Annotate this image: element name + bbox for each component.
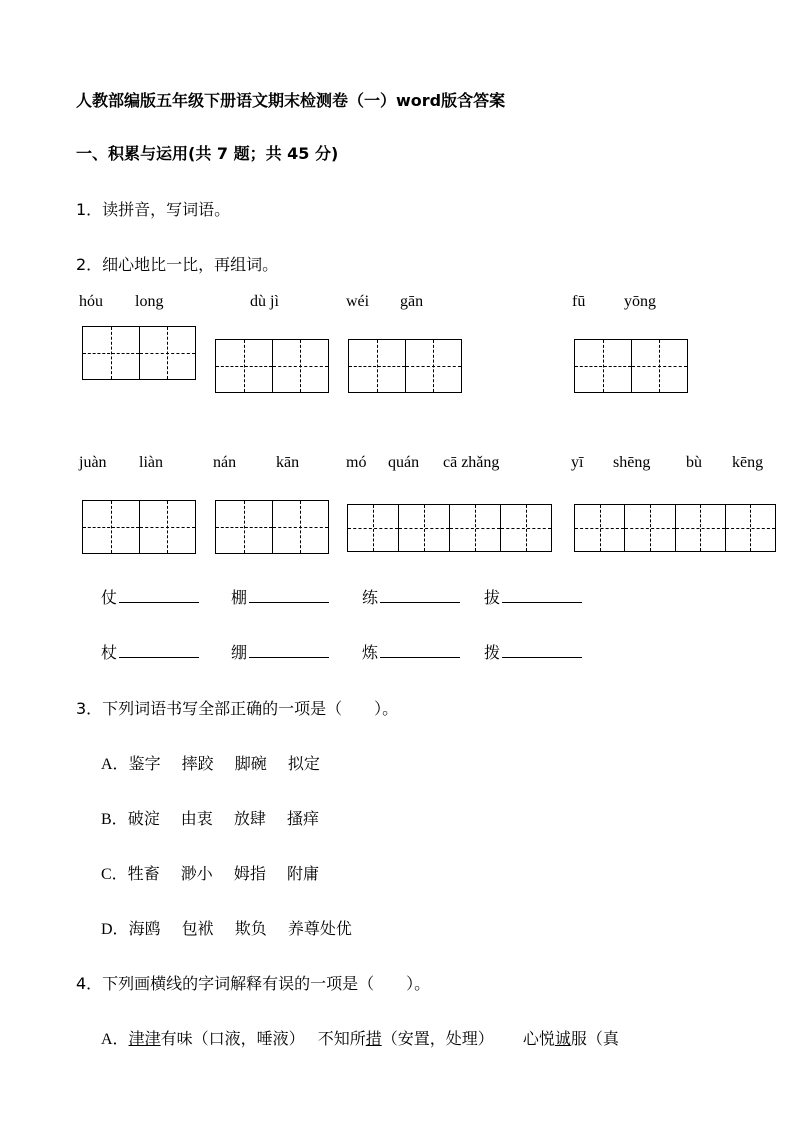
pinyin-label: quán	[388, 454, 420, 471]
pinyin-label: cā zhǎng	[443, 454, 500, 471]
question-4: 4．下列画横线的字词解释有误的一项是（ ）。	[76, 974, 431, 993]
compare-item: 棚	[231, 585, 329, 608]
answer-blank[interactable]	[502, 586, 582, 603]
answer-blank[interactable]	[249, 641, 329, 658]
pinyin-label: juàn	[79, 454, 107, 471]
pinyin-label: shēng	[613, 454, 651, 471]
pinyin-label: bù	[686, 454, 702, 471]
pinyin-label: yī	[571, 454, 584, 471]
pinyin-label: dù jì	[250, 293, 279, 310]
option-d[interactable]: D．海鸥 包袱 欺负 养尊处优	[101, 919, 352, 938]
answer-blank[interactable]	[380, 641, 460, 658]
answer-blank[interactable]	[249, 586, 329, 603]
compare-item: 练	[362, 585, 460, 608]
pinyin-label: mó	[346, 454, 367, 471]
page-title: 人教部编版五年级下册语文期末检测卷（一）word版含答案	[76, 91, 506, 110]
underlined-word: 措	[365, 1029, 382, 1048]
pinyin-label: long	[135, 293, 164, 310]
pinyin-label: yōng	[624, 293, 656, 310]
question-2: 2．细心地比一比，再组词。	[76, 255, 279, 274]
writing-grid[interactable]	[82, 500, 196, 554]
compare-item: 绷	[231, 640, 329, 663]
compare-item: 仗	[101, 585, 199, 608]
pinyin-label: fū	[572, 293, 586, 310]
pinyin-label: gān	[400, 293, 424, 310]
option-a[interactable]: A．津津有味（口液，唾液） 不知所措（安置，处理） 心悦诚服（真	[101, 1029, 619, 1048]
writing-grid[interactable]	[215, 500, 329, 554]
compare-item: 拨	[484, 640, 582, 663]
option-a[interactable]: A．鉴字 摔跤 脚碗 拟定	[101, 754, 320, 773]
pinyin-label: kēng	[732, 454, 764, 471]
writing-grid[interactable]	[82, 326, 196, 380]
question-1: 1．读拼音，写词语。	[76, 200, 231, 219]
pinyin-label: kān	[276, 454, 300, 471]
pinyin-label: hóu	[79, 293, 103, 310]
answer-blank[interactable]	[380, 586, 460, 603]
writing-grid[interactable]	[347, 504, 552, 552]
underlined-word: 诚	[554, 1029, 571, 1048]
writing-grid[interactable]	[348, 339, 462, 393]
answer-blank[interactable]	[119, 586, 199, 603]
section-heading: 一、积累与运用(共 7 题；共 45 分)	[76, 144, 339, 163]
compare-item: 炼	[362, 640, 460, 663]
compare-item: 拔	[484, 585, 582, 608]
answer-blank[interactable]	[119, 641, 199, 658]
compare-item: 杖	[101, 640, 199, 663]
writing-grid[interactable]	[574, 504, 776, 552]
option-b[interactable]: B．破淀 由衷 放肆 搔痒	[101, 809, 319, 828]
pinyin-label: nán	[213, 454, 237, 471]
option-c[interactable]: C．牲畜 渺小 姆指 附庸	[101, 864, 319, 883]
pinyin-label: liàn	[139, 454, 163, 471]
question-3: 3．下列词语书写全部正确的一项是（ ）。	[76, 699, 399, 718]
pinyin-label: wéi	[346, 293, 370, 310]
writing-grid[interactable]	[574, 339, 688, 393]
answer-blank[interactable]	[502, 641, 582, 658]
writing-grid[interactable]	[215, 339, 329, 393]
underlined-word: 津津	[128, 1029, 161, 1048]
